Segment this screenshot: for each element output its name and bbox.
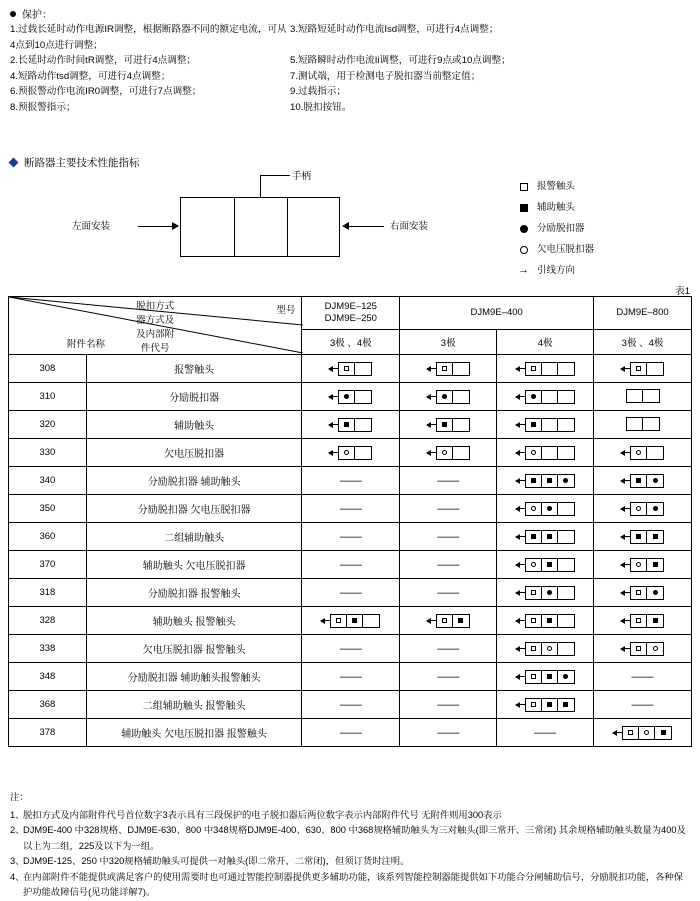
protection-item: 1.过载长延时动作电源IR调整，根据断路器不同的额定电流，可从4点到10点进行调整； (10, 24, 287, 51)
row-symbol (302, 411, 400, 439)
protection-list (10, 22, 690, 115)
section-title-text: 断路器主要技术性能指标 (24, 157, 140, 169)
row-symbol-empty: —— (400, 551, 497, 579)
protection-heading (10, 6, 52, 21)
note-number: 2、 (10, 825, 25, 835)
bullet-icon (10, 11, 16, 17)
row-name: 欠电压脱扣器 (86, 439, 302, 467)
row-symbol-empty: —— (302, 663, 400, 691)
row-symbol (594, 411, 692, 439)
row-name: 分励脱扣器 辅助触头 (86, 467, 302, 495)
protection-item: 2.长延时动作时间tR调整，可进行4点调整； (10, 55, 197, 66)
row-symbol (594, 607, 692, 635)
row-code: 368 (9, 691, 87, 719)
square-open-icon (518, 183, 529, 191)
protection-item: 10.脱扣按钮。 (290, 101, 352, 113)
protection-item: 4.短路动作tsd调整，可进行4点调整； (10, 70, 171, 82)
row-symbol (400, 439, 497, 467)
protection-item: 7.测试端，用于检测电子脱扣器当前整定值； (290, 70, 481, 82)
row-code: 308 (9, 355, 87, 383)
row-name: 辅助触头 欠电压脱扣器 (86, 551, 302, 579)
header-accessory-label: 附件名称 (67, 339, 106, 350)
breaker-body (180, 197, 340, 257)
row-symbol (497, 663, 594, 691)
left-arrow-icon (172, 222, 179, 230)
row-symbol (497, 411, 594, 439)
row-symbol-empty: —— (302, 691, 400, 719)
row-symbol (497, 355, 594, 383)
row-name: 二组辅助触头 (86, 523, 302, 551)
row-name: 分励脱扣器 辅助触头报警触头 (86, 663, 302, 691)
row-name: 分励脱扣器 (86, 383, 302, 411)
handle-leader-line (260, 175, 261, 197)
row-symbol-empty: —— (302, 523, 400, 551)
row-code: 348 (9, 663, 87, 691)
row-symbol (594, 383, 692, 411)
row-symbol (594, 635, 692, 663)
table-row (9, 719, 692, 747)
row-symbol (594, 439, 692, 467)
right-arrow-icon (342, 222, 349, 230)
note-item (10, 870, 688, 901)
table-row (9, 663, 692, 691)
table-row (9, 551, 692, 579)
row-name: 辅助触头 (86, 411, 302, 439)
row-name: 二组辅助触头 报警触头 (86, 691, 302, 719)
header-poles-3: 4极 (497, 330, 594, 355)
handle-label: 手柄 (292, 171, 312, 182)
header-poles-2: 3极 (400, 330, 497, 355)
row-symbol-empty: —— (302, 719, 400, 747)
table-row (9, 579, 692, 607)
row-symbol (497, 383, 594, 411)
legend-label: 欠电压脱扣器 (537, 244, 595, 255)
note-number: 3、 (10, 856, 25, 866)
row-code: 370 (9, 551, 87, 579)
table-caption: 表1 (675, 286, 690, 297)
row-symbol (594, 495, 692, 523)
protection-item: 5.短路瞬时动作电流Ii调整，可进行9点或10点调整； (290, 55, 511, 66)
row-symbol-empty: —— (400, 719, 497, 747)
table-row (9, 467, 692, 495)
divider-line (234, 198, 235, 256)
row-symbol-empty: —— (400, 579, 497, 607)
row-symbol (594, 467, 692, 495)
row-symbol (497, 635, 594, 663)
legend-item (518, 239, 594, 260)
note-text: 脱扣方式及内部附件代号首位数字3表示具有三段保护的电子脱扣器后两位数字表示内部附件代号 无附件则用300表示 (23, 809, 502, 820)
note-item (10, 854, 688, 870)
row-symbol-empty: —— (302, 551, 400, 579)
protection-row (10, 69, 690, 85)
table-row (9, 355, 692, 383)
legend-label: 引线方向 (537, 265, 576, 276)
table-row (9, 523, 692, 551)
row-code: 320 (9, 411, 87, 439)
row-symbol (594, 719, 692, 747)
row-symbol (497, 495, 594, 523)
header-model-1: DJM9E–125 DJM9E–250 (302, 297, 400, 330)
row-symbol (302, 355, 400, 383)
row-symbol (302, 607, 400, 635)
row-symbol-empty: —— (594, 663, 692, 691)
header-model-label: 型号 (276, 305, 296, 316)
row-symbol-empty: —— (302, 467, 400, 495)
legend-item (518, 197, 594, 218)
row-symbol-empty: —— (400, 663, 497, 691)
row-name: 欠电压脱扣器 报警触头 (86, 635, 302, 663)
protection-item: 3.短路短延时动作电流Isd调整，可进行4点调整； (290, 24, 499, 35)
row-symbol (302, 439, 400, 467)
row-code: 378 (9, 719, 87, 747)
legend-label: 分励脱扣器 (537, 223, 585, 234)
protection-row (10, 100, 690, 116)
protection-item: 9.过载指示； (290, 86, 346, 97)
row-name: 分励脱扣器 欠电压脱扣器 (86, 495, 302, 523)
row-symbol (497, 607, 594, 635)
protection-row (10, 22, 690, 53)
table-row (9, 383, 692, 411)
row-symbol (400, 607, 497, 635)
divider-line (287, 198, 288, 256)
protection-row (10, 84, 690, 100)
row-symbol-empty: —— (302, 495, 400, 523)
row-code: 328 (9, 607, 87, 635)
arrow-right-icon: → (518, 264, 529, 276)
note-number: 1、 (10, 809, 25, 820)
row-symbol (497, 551, 594, 579)
row-name: 辅助触头 报警触头 (86, 607, 302, 635)
legend-item (518, 218, 594, 239)
row-symbol (594, 523, 692, 551)
row-symbol-empty: —— (400, 467, 497, 495)
row-symbol (594, 355, 692, 383)
note-text: 在内部附件不能提供或满足客户的使用需要时也可通过智能控制器提供更多辅助功能，该系列智能控制器能提供如下功能合分闸辅助信号，分励脱扣功能，各种保护功能故障信号(见功能详解7)。 (23, 871, 684, 897)
table-row (9, 439, 692, 467)
protection-item: 8.预报警指示； (10, 101, 76, 113)
row-symbol-empty: —— (302, 635, 400, 663)
section-title (10, 155, 140, 170)
row-name: 报警触头 (86, 355, 302, 383)
table-header-models (9, 297, 692, 330)
row-symbol-empty: —— (497, 719, 594, 747)
table-row (9, 411, 692, 439)
row-symbol (400, 383, 497, 411)
row-symbol (497, 691, 594, 719)
row-symbol (497, 467, 594, 495)
header-model-3: DJM9E–800 (594, 297, 692, 330)
table-row (9, 495, 692, 523)
note-item (10, 823, 688, 854)
row-symbol (400, 355, 497, 383)
row-symbol-empty: —— (302, 579, 400, 607)
row-symbol (400, 411, 497, 439)
row-name: 分励脱扣器 报警触头 (86, 579, 302, 607)
right-arrow-line (344, 226, 384, 227)
table-row (9, 691, 692, 719)
circle-filled-icon (518, 225, 529, 233)
protection-row (10, 53, 690, 69)
protection-item: 6.预报警动作电流IR0调整，可进行7点调整； (10, 86, 202, 97)
row-symbol (497, 579, 594, 607)
breaker-diagram (72, 171, 580, 275)
row-symbol (497, 523, 594, 551)
corner-diagonal-lines (9, 297, 303, 353)
note-item (10, 808, 688, 824)
row-symbol-empty: —— (400, 691, 497, 719)
row-code: 360 (9, 523, 87, 551)
notes-title: 注： (10, 792, 29, 802)
accessory-table (8, 296, 692, 747)
header-poles-1: 3极 、4极 (302, 330, 400, 355)
header-poles-4: 3极 、4极 (594, 330, 692, 355)
row-code: 350 (9, 495, 87, 523)
left-mount-label: 左面安装 (72, 221, 111, 232)
row-code: 318 (9, 579, 87, 607)
row-symbol-empty: —— (594, 691, 692, 719)
table-row (9, 607, 692, 635)
handle-leader-line-horizontal (260, 175, 290, 176)
corner-code-label: 脱扣方式 器方式及 及内部附 件代号 (136, 300, 175, 354)
legend-item (518, 176, 594, 197)
row-code: 310 (9, 383, 87, 411)
row-symbol (302, 383, 400, 411)
diamond-icon (9, 158, 19, 168)
legend-item (518, 260, 594, 281)
row-code: 330 (9, 439, 87, 467)
header-model-2: DJM9E–400 (400, 297, 594, 330)
legend-label: 辅助触头 (537, 202, 576, 213)
protection-label: 保护： (22, 10, 52, 21)
row-symbol-empty: —— (400, 495, 497, 523)
header-corner-cell (9, 297, 302, 355)
note-text: DJM9E-125、250 中320规格辅助触头可提供一对触头(即二常开、二常闭)，但须订货时注明。 (23, 856, 410, 866)
row-symbol (497, 439, 594, 467)
square-filled-icon (518, 204, 529, 212)
legend (518, 176, 594, 281)
row-symbol-empty: —— (400, 523, 497, 551)
row-symbol (594, 551, 692, 579)
row-name: 辅助触头 欠电压脱扣器 报警触头 (86, 719, 302, 747)
row-code: 340 (9, 467, 87, 495)
note-number: 4、 (10, 871, 25, 882)
row-code: 338 (9, 635, 87, 663)
notes-section (10, 790, 688, 901)
row-symbol (594, 579, 692, 607)
row-symbol-empty: —— (400, 635, 497, 663)
right-mount-label: 右面安装 (390, 221, 429, 232)
table-row (9, 635, 692, 663)
circle-open-icon (518, 246, 529, 254)
legend-label: 报警触头 (537, 181, 576, 192)
note-text: DJM9E-400 中328规格、DJM9E-630、800 中348规格DJM9E-400、630、800 中368规格辅助触头为三对触头(即三常开、三常闭) 其余规格辅助触头数量为400及以上为二组，225及以下为一组。 (23, 825, 686, 851)
